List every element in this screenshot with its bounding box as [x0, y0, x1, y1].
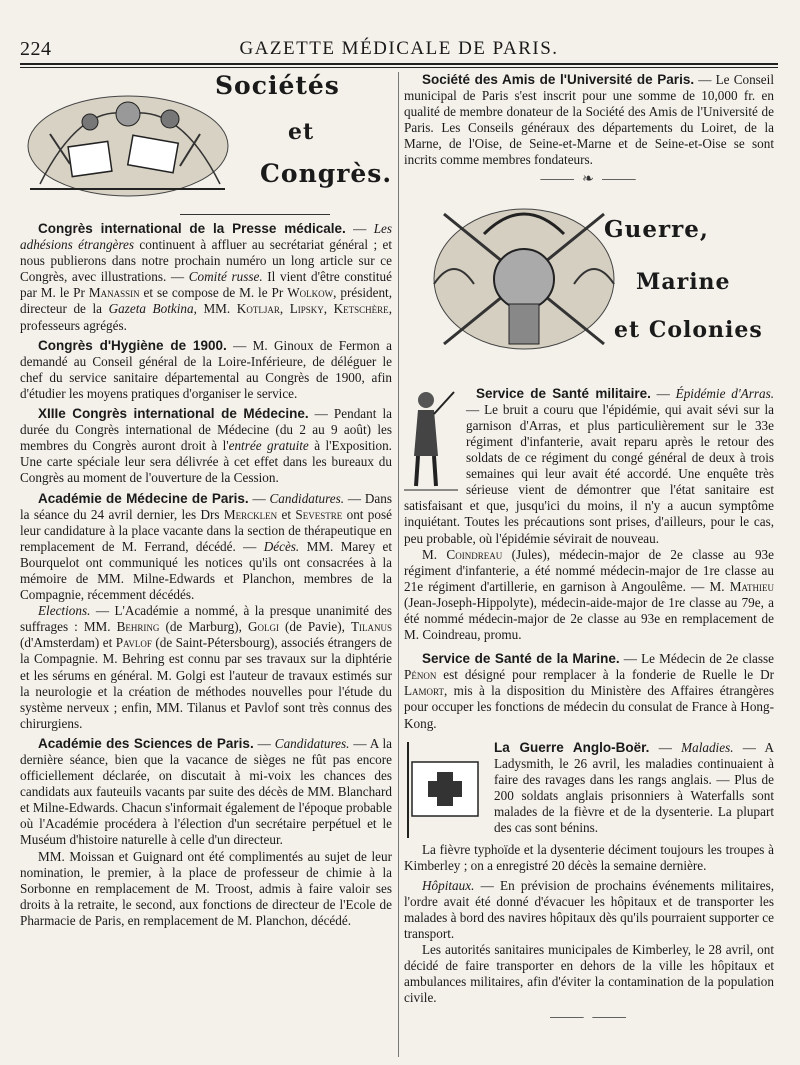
article-sante-marine: [404, 651, 774, 731]
article-academie-medecine: [20, 491, 392, 604]
text-run: Académie des Sciences de Paris.: [38, 735, 254, 751]
text-run: Pénon: [404, 667, 437, 683]
header-rule: [20, 63, 778, 65]
text-run: Mercklen: [223, 506, 278, 522]
text-run: Kotljar, Lipsky, Ketschère: [236, 301, 389, 317]
guerre-vignette: [404, 194, 774, 374]
article-congres-presse: Congrès international de la Presse médicale. — Les adhésions étrangères continuent à affluer au secrétariat général ; et nous publierons dans notre prochain numéro un long article sur ce Congrès, avec illustrations. — Comité russe. Il vient d'être constitué par M. le Pr Manassin et se compose de M. le Pr Wolkow, président, directeur de la Gazeta Botkina, MM. Kotljar, Lipsky, Ketschère, professeurs agrégés.: [20, 221, 393, 333]
text-run: à l'Exposition. Une carte spéciale leur sera délivrée à cet effet dans les bureaux du Congrès au moment de l'ouverture de la Cession.: [20, 438, 392, 486]
books-illustration: [20, 84, 235, 204]
article-sante-militaire: [404, 386, 774, 644]
text-run: Les autorités sanitaires municipales de Kimberley, le 28 avril, ont décidé de faire transporter en dehors de la ville les hôpitaux et ambulances militaires, afin d'éviter la contamination de la population civile.: [404, 942, 774, 1006]
text-run: — A la dernière séance, bien que la vacance de sièges ne fût pas encore officiellement déclarée, on discutait à mi-voix les chances des candidats aux fauteuils vacants par suite des décès de MM. Blanchard et Milne-Edwards. Chacun s'informait également de l'époque probable où l'Académie procédera à l'élection d'un secrétaire perpétuel et le Muséum d'histoire naturelle à celle d'un directeur.: [20, 735, 393, 848]
text-run: Congrès d'Hygiène de 1900.: [38, 337, 227, 353]
section-title-societes: Sociétés: [215, 71, 340, 100]
article-academie-sciences-2: MM. Moissan et Guignard ont été complimentés au sujet de leur nomination, le premier, à la place de professeur de chimie à la Sorbonne en remplacement de M. Troost, admis à faire valoir ses droits à la retraite, le second, aux fonctions de directeur de l'Ecole de Pharmacie de Paris, en remplacement de M. Planchon, décédé.: [20, 848, 392, 928]
text-run: et se compose de M. le Pr: [139, 285, 288, 301]
text-run: — M. Ginoux de Fermon a demandé au Conseil général de la Loire-Inférieure, de déléguer le chef du service sanitaire départemental au Congrès de 1900, afin d'étudier les moyens pratiques d'organiser le service.: [20, 337, 392, 401]
text-run: —: [248, 490, 270, 506]
text-run: — En prévision de prochains événements militaires, l'ordre avait été donné d'évacuer les hôpitaux et de transporter les malades à bord des navires hôpitaux dès qu'ils pourraient supporter ce transport.: [404, 877, 774, 942]
section-title-et: et: [288, 119, 315, 145]
section-title-congres: Congrès.: [260, 159, 393, 188]
text-run: (de Marburg),: [159, 619, 248, 635]
text-run: Mathieu: [729, 578, 774, 594]
ornament-divider: ⸻ ❧ ⸻: [539, 171, 639, 187]
text-run: Manassin: [88, 285, 140, 301]
text-run: Tilanus: [350, 619, 392, 635]
article-anglo-boer: [404, 740, 774, 1007]
text-run: — Le Médecin de 2e classe: [619, 651, 774, 667]
text-run: (Jean-Joseph-Hippolyte), médecin-aide-major de 1re classe au 79e, a été nommé médecin-major de 2e classe au 93e en remplacement de M. Coindreau, promu.: [404, 594, 774, 643]
text-run: Congrès international de la Presse médicale.: [38, 221, 346, 236]
text-run: Elections.: [38, 603, 91, 619]
text-run: Wolkow: [287, 285, 334, 301]
red-cross-flag-icon: [404, 740, 486, 840]
section-title-colonies: et Colonies: [614, 316, 763, 343]
text-run: Candidatures.: [269, 490, 345, 506]
text-run: ont posé leur candidature à la place vacante dans la section de thérapeutique en remplacement de M. Ferrand, décédé. —: [20, 506, 392, 554]
text-run: Service de Santé militaire.: [476, 385, 651, 401]
article-academie-elections: [20, 603, 392, 732]
text-run: Les adhésions étrangères: [20, 221, 393, 253]
text-run: —: [649, 739, 682, 755]
societes-vignette: [20, 72, 392, 210]
article-congres-hygiene: [20, 338, 392, 402]
text-run: continuent à affluer au secrétariat général ; et nous publierons dans notre prochain numéro un long article sur ce Congrès, avec illustrations. —: [20, 237, 392, 285]
text-run: (de Saint-Pétersbourg), associés étrangers de la Compagnie. M. Behring est connu par ses travaux sur la diphtérie et les sérums en général. M. Golgi est l'auteur de travaux estimés sur la neurologie et la création de méthodes nouvelles pour l'étude du système nerveux ; enfin, MM. Tilanus et Pavlof sont très connus des chirurgiens.: [20, 635, 393, 731]
text-run: (Jules), médecin-major de 2e classe au 93e régiment d'infanterie, a été nommé médecin-major de 1re classe au 21e régiment d'artillerie, en garnison à Angoulême. — M.: [404, 546, 774, 594]
text-run: Hôpitaux.: [422, 877, 475, 893]
section-rule: [180, 214, 330, 215]
journal-title: GAZETTE MÉDICALE DE PARIS.: [239, 38, 559, 59]
text-run: Coindreau: [446, 546, 503, 562]
text-run: — Le Conseil municipal de Paris s'est inscrit pour une somme de 10,000 fr. en qualité de membre donateur de la Société des Amis de l'Université de Paris. Les Conseils généraux des départements du Loiret, de la Marne, de l'Oise, de Seine-et-Marne et de Seine-et-Oise se sont incrits comme membres fondateurs.: [404, 72, 774, 168]
ornament-divider-end: ⸻ ⸻: [549, 1009, 629, 1025]
text-run: (d'Amsterdam) et: [20, 635, 116, 651]
text-run: La fièvre typhoïde et la dysenterie déciment toujours les troupes à Kimberley ; on a enregistré 20 décès la semaine dernière.: [404, 841, 774, 873]
text-run: Société des Amis de l'Université de Paris.: [422, 72, 695, 87]
text-run: Maladies.: [681, 739, 734, 755]
text-run: — Dans la séance du 24 avril dernier, les Drs: [20, 490, 393, 522]
page-number: 224: [20, 38, 52, 60]
text-run: Sevestre: [295, 506, 343, 522]
text-run: Académie de Médecine de Paris.: [38, 490, 249, 506]
text-run: MM. Marey et Bourquelot ont communiqué les notices qu'ils ont consacrées à la mémoire de MM. Milne-Edwards et Planchon, membres de la Compagnie, récemment décédés.: [20, 538, 392, 603]
text-run: (de Pavie),: [279, 619, 351, 635]
text-run: Lamort: [404, 683, 445, 699]
text-run: XIIIe Congrès international de Médecine.: [38, 406, 309, 422]
text-run: Épidémie d'Arras.: [675, 385, 774, 401]
right-column: [404, 72, 774, 1032]
text-run: Candidatures.: [274, 735, 350, 751]
left-column: [20, 72, 392, 929]
article-congres-medecine: [20, 406, 392, 486]
article-academie-sciences: [20, 736, 392, 849]
article-amis-universite: [404, 72, 774, 169]
text-run: — L'Académie a nommé, à la presque unanimité des suffrages : MM.: [20, 603, 392, 635]
text-run: Golgi: [247, 619, 279, 635]
running-header: [20, 38, 778, 60]
text-run: Pavlof: [115, 635, 152, 651]
text-run: est désigné pour remplacer à la fonderie de Ruelle le Dr: [436, 667, 774, 683]
text-run: Behring: [116, 619, 160, 635]
text-run: Gazeta Botkina: [108, 301, 194, 317]
trophy-illustration: [424, 194, 624, 364]
text-run: — A Ladysmith, le 26 avril, les maladies continuaient à faire des ravages dans les rangs anglais. — Plus de 200 soldats anglais prisonniers à Waterfalls sont malades de la fièvre et de la dysenterie. La plupart des cas sont bénins.: [494, 739, 774, 836]
text-run: — Le bruit a couru que l'épidémie, qui avait sévi sur la garnison d'Arras, et plus particulièrement sur le 33e régiment d'infanterie, avait reparu après le retour des soldats de ce régiment du congé général de deux à trois semaines qui leur avait été accordé. Une enquête très sérieuse vient de démontrer que l'état sanitaire est satisfaisant et que, jusqu'ici du moins, il n'y a aucun symptôme inquiétant. Toutes les précautions sont prises, d'ailleurs, pour le cas, peu probable, où l'épidémie sévirait de nouveau.: [404, 401, 774, 546]
text-run: Décès.: [263, 538, 300, 554]
text-run: , président, directeur de la: [20, 285, 393, 317]
soldier-illustration: [404, 386, 458, 492]
text-run: , MM.: [193, 301, 237, 317]
text-run: Comité russe.: [188, 269, 263, 285]
text-run: —: [253, 735, 275, 751]
text-run: entrée gratuite: [228, 438, 309, 454]
header-rule-thin: [20, 67, 778, 68]
text-run: La Guerre Anglo-Boër.: [494, 739, 650, 755]
text-run: Il vient d'être constitué par M. le Pr: [20, 269, 392, 301]
text-run: —: [650, 385, 676, 401]
section-title-marine: Marine: [636, 268, 731, 295]
text-run: et: [277, 506, 296, 522]
text-run: Service de Santé de la Marine.: [422, 651, 620, 667]
section-title-guerre: Guerre,: [604, 215, 709, 243]
column-separator: [398, 72, 399, 1057]
text-run: — Pendant la durée du Congrès international de Médecine (du 2 au 9 août) les membres du Congrès auront droit à l': [20, 406, 392, 454]
text-run: M.: [422, 546, 447, 562]
text-run: , professeurs agrégés.: [20, 301, 392, 333]
text-run: , mis à la disposition du Ministère des Affaires étrangères pour occuper les fonctions de médecin du consulat de France à Hong-Kong.: [404, 683, 774, 731]
